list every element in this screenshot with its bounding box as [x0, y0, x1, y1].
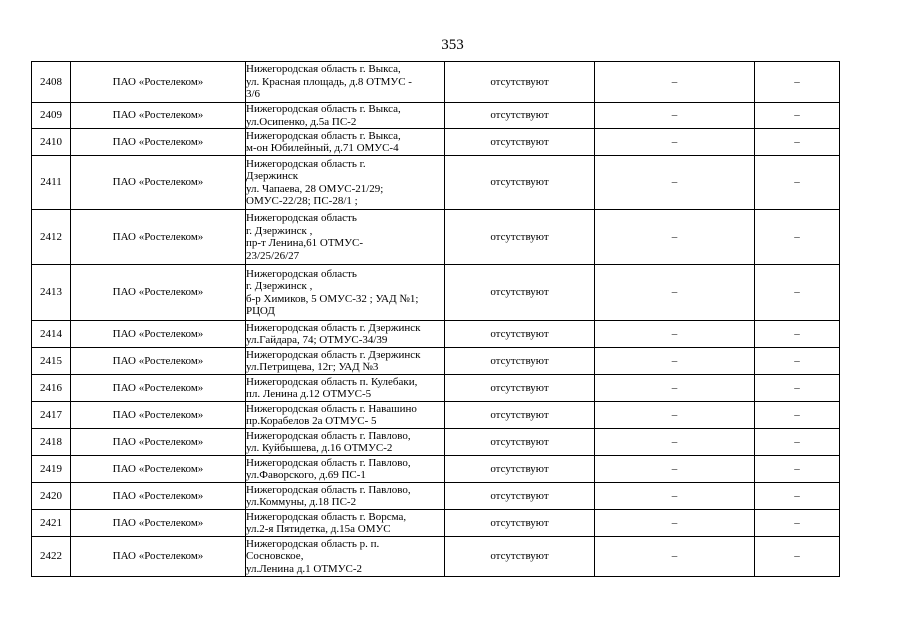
address-line: пр.Корабелов 2а ОТМУС- 5 — [246, 415, 377, 427]
address-line: Нижегородская область г. Дзержинск — [246, 348, 421, 361]
condition-cell: отсутствуют — [445, 456, 595, 483]
dash-cell: – — [755, 129, 840, 156]
row-number-cell: 2415 — [32, 348, 71, 375]
condition-cell: отсутствуют — [445, 402, 595, 429]
address-line: пр-т Ленина,61 ОТМУС- — [246, 237, 364, 249]
address-line: м-он Юбилейный, д.71 ОМУС-4 — [246, 142, 399, 154]
dash-cell: – — [595, 62, 755, 103]
address-line: ОМУС-22/28; ПС-28/1 ; — [246, 195, 358, 207]
dash-cell: – — [595, 210, 755, 265]
condition-cell: отсутствуют — [445, 156, 595, 210]
dash-cell: – — [755, 483, 840, 510]
address-cell — [246, 348, 445, 375]
organization-cell: ПАО «Ростелеком» — [71, 265, 246, 321]
address-cell — [246, 321, 445, 348]
table-row — [32, 348, 840, 375]
table-row — [32, 510, 840, 537]
dash-cell: – — [595, 321, 755, 348]
condition-cell: отсутствуют — [445, 62, 595, 103]
dash-cell: – — [755, 456, 840, 483]
address-cell — [246, 103, 445, 129]
address-line: Нижегородская область г. Выкса, — [246, 103, 401, 115]
condition-cell: отсутствуют — [445, 483, 595, 510]
address-cell — [246, 210, 445, 265]
dash-cell: – — [755, 348, 840, 375]
address-line: ул.Гайдара, 74; ОТМУС-34/39 — [246, 334, 388, 346]
row-number-cell: 2413 — [32, 265, 71, 321]
table-row — [32, 402, 840, 429]
row-number-cell: 2420 — [32, 483, 71, 510]
address-line: Нижегородская область г. Навашино — [246, 402, 417, 415]
address-line: Нижегородская область г. Павлово, — [246, 483, 411, 496]
dash-cell: – — [755, 510, 840, 537]
condition-cell: отсутствуют — [445, 429, 595, 456]
address-line: Нижегородская область г. Дзержинск — [246, 321, 421, 334]
table-row — [32, 456, 840, 483]
condition-cell: отсутствуют — [445, 375, 595, 402]
address-cell — [246, 375, 445, 402]
organization-cell: ПАО «Ростелеком» — [71, 483, 246, 510]
address-cell — [246, 456, 445, 483]
dash-cell: – — [755, 321, 840, 348]
dash-cell: – — [755, 210, 840, 265]
address-line: ул.Осипенко, д.5а ПС-2 — [246, 115, 357, 128]
organization-cell: ПАО «Ростелеком» — [71, 103, 246, 129]
address-line: ул. Красная площадь, д.8 ОТМУС - — [246, 75, 412, 88]
dash-cell: – — [595, 103, 755, 129]
row-number-cell: 2409 — [32, 103, 71, 129]
condition-cell: отсутствуют — [445, 537, 595, 577]
page-number: 353 — [441, 37, 464, 53]
row-number-cell: 2408 — [32, 62, 71, 103]
table-row — [32, 483, 840, 510]
dash-cell: – — [595, 483, 755, 510]
address-cell — [246, 537, 445, 577]
address-line: РЦОД — [246, 305, 275, 317]
dash-cell: – — [595, 156, 755, 210]
organization-cell: ПАО «Ростелеком» — [71, 321, 246, 348]
address-line: г. Дзержинск , — [246, 280, 313, 292]
table-row — [32, 321, 840, 348]
address-line: пл. Ленина д.12 ОТМУС-5 — [246, 388, 372, 400]
row-number-cell: 2419 — [32, 456, 71, 483]
row-number-cell: 2417 — [32, 402, 71, 429]
condition-cell: отсутствуют — [445, 210, 595, 265]
address-line: Нижегородская область г. Выкса, — [246, 129, 401, 142]
table-row — [32, 537, 840, 577]
address-line: Нижегородская область п. Кулебаки, — [246, 375, 418, 388]
table-row — [32, 62, 840, 103]
dash-cell: – — [595, 510, 755, 537]
address-line: г. Дзержинск , — [246, 224, 313, 237]
table-row — [32, 265, 840, 321]
address-line: Сосновское, — [246, 550, 304, 563]
dash-cell: – — [595, 429, 755, 456]
table-row — [32, 210, 840, 265]
dash-cell: – — [755, 375, 840, 402]
organization-cell: ПАО «Ростелеком» — [71, 537, 246, 577]
dash-cell: – — [755, 429, 840, 456]
address-line: Нижегородская область г. Павлово, — [246, 429, 411, 442]
address-cell — [246, 156, 445, 210]
address-line: ул.Ленина д.1 ОТМУС-2 — [246, 562, 362, 575]
address-line: ул.Петрищева, 12г; УАД №3 — [246, 361, 379, 373]
address-cell — [246, 265, 445, 321]
dash-cell: – — [595, 129, 755, 156]
address-line: 23/25/26/27 — [246, 249, 300, 262]
dash-cell: – — [595, 348, 755, 375]
condition-cell: отсутствуют — [445, 265, 595, 321]
address-cell — [246, 129, 445, 156]
dash-cell: – — [595, 265, 755, 321]
table-row — [32, 429, 840, 456]
row-number-cell: 2414 — [32, 321, 71, 348]
registry-table — [31, 61, 840, 577]
row-number-cell: 2410 — [32, 129, 71, 156]
address-line: ул.2-я Пятидетка, д.15а ОМУС — [246, 523, 391, 535]
organization-cell: ПАО «Ростелеком» — [71, 429, 246, 456]
organization-cell: ПАО «Ростелеком» — [71, 402, 246, 429]
condition-cell: отсутствуют — [445, 103, 595, 129]
table-row — [32, 156, 840, 210]
dash-cell: – — [595, 402, 755, 429]
row-number-cell: 2411 — [32, 156, 71, 210]
table-row — [32, 103, 840, 129]
dash-cell: – — [755, 103, 840, 129]
address-line: Нижегородская область г. Ворсма, — [246, 510, 407, 523]
organization-cell: ПАО «Ростелеком» — [71, 348, 246, 375]
organization-cell: ПАО «Ростелеком» — [71, 510, 246, 537]
organization-cell: ПАО «Ростелеком» — [71, 129, 246, 156]
address-line: Нижегородская область г. Выкса, — [246, 63, 401, 76]
address-line: ул.Коммуны, д.18 ПС-2 — [246, 496, 357, 508]
condition-cell: отсутствуют — [445, 348, 595, 375]
address-cell — [246, 483, 445, 510]
address-line: б-р Химиков, 5 ОМУС-32 ; УАД №1; — [246, 292, 419, 305]
dash-cell: – — [755, 537, 840, 577]
address-line: Нижегородская область г. Павлово, — [246, 456, 411, 469]
dash-cell: – — [595, 375, 755, 402]
address-line: ул.Фаворского, д.69 ПС-1 — [246, 469, 366, 481]
table-row — [32, 129, 840, 156]
dash-cell: – — [755, 62, 840, 103]
address-line: Нижегородская область г. — [246, 157, 366, 170]
registry-table-body — [32, 62, 840, 577]
condition-cell: отсутствуют — [445, 510, 595, 537]
condition-cell: отсутствуют — [445, 321, 595, 348]
dash-cell: – — [755, 156, 840, 210]
dash-cell: – — [595, 537, 755, 577]
row-number-cell: 2412 — [32, 210, 71, 265]
organization-cell: ПАО «Ростелеком» — [71, 62, 246, 103]
row-number-cell: 2418 — [32, 429, 71, 456]
row-number-cell: 2421 — [32, 510, 71, 537]
dash-cell: – — [755, 402, 840, 429]
dash-cell: – — [755, 265, 840, 321]
organization-cell: ПАО «Ростелеком» — [71, 375, 246, 402]
row-number-cell: 2422 — [32, 537, 71, 577]
address-line: Дзержинск — [246, 170, 299, 182]
address-line: Нижегородская область р. п. — [246, 537, 380, 550]
condition-cell: отсутствуют — [445, 129, 595, 156]
address-cell — [246, 62, 445, 103]
organization-cell: ПАО «Ростелеком» — [71, 156, 246, 210]
dash-cell: – — [595, 456, 755, 483]
address-cell — [246, 402, 445, 429]
address-cell — [246, 429, 445, 456]
address-line: Нижегородская область — [246, 267, 357, 280]
address-cell — [246, 510, 445, 537]
address-line: Нижегородская область — [246, 212, 357, 224]
organization-cell: ПАО «Ростелеком» — [71, 210, 246, 265]
organization-cell: ПАО «Ростелеком» — [71, 456, 246, 483]
row-number-cell: 2416 — [32, 375, 71, 402]
address-line: 3/6 — [246, 88, 261, 101]
address-line: ул. Куйбышева, д.16 ОТМУС-2 — [246, 442, 393, 454]
table-row — [32, 375, 840, 402]
address-line: ул. Чапаева, 28 ОМУС-21/29; — [246, 182, 384, 195]
